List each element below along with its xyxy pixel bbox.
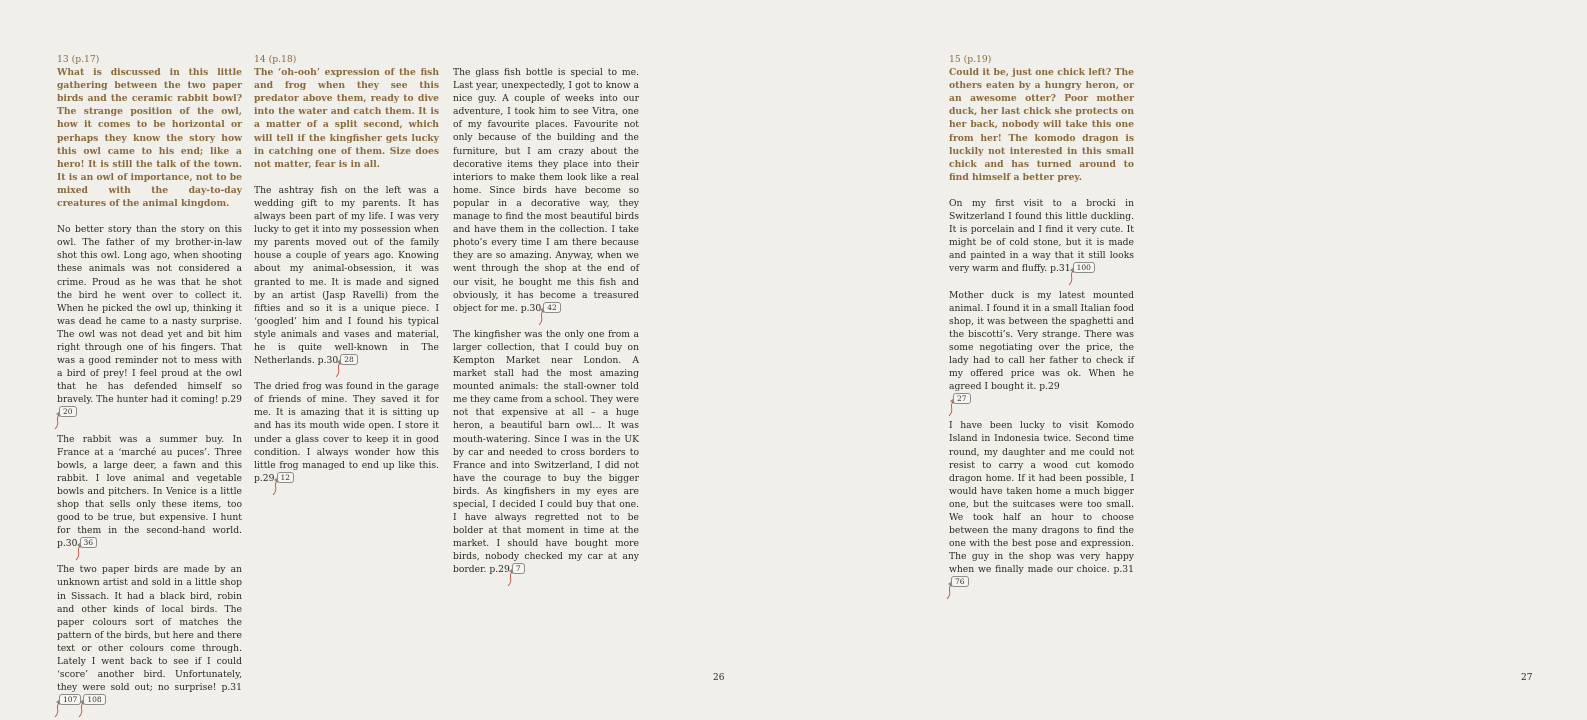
string-icon: [53, 703, 63, 717]
tag-number: 7: [515, 564, 521, 574]
page-number-right: 27: [1521, 673, 1533, 683]
section-intro: Could it be, just one chick left? The others eaten by a hungry heron, or an awesome otter? Poor mother duck, her last chick she protects on her back, nobody will take this one from her! The komodo dragon is luckily not interested in this small chick and has turned around to find himself a better prey.: [949, 67, 1134, 183]
paragraph-text: The dried frog was found in the garage of friends of mine. They saved it for me. It is amazing that it is sitting up and has its mouth wide open. I store it under a glass cover to keep it in good condition. I always wonder how this little frog managed to end up like this. p.29: [254, 381, 439, 484]
string-icon: [334, 363, 344, 377]
tag-number: 100: [1076, 263, 1091, 273]
section-intro: The ‘oh-ooh’ expression of the fish and frog when they see this predator above them, ready to dive into the water and catch them. It is a matter of a split second, which will tell if the kingfisher gets lucky in catching one of them. Size does not matter, fear is in all.: [254, 67, 439, 170]
tag-number: 20: [63, 407, 73, 417]
item-tag: [83, 694, 105, 705]
paragraph-text: On my first visit to a brocki in Switzerland I found this little duckling. It is porcelain and I find it very cute. It might be of cold stone, but it is made and painted in a way that it still looks very warm and fluffy. p.31: [949, 197, 1134, 275]
section-header: 13 (p.17): [57, 54, 100, 65]
string-icon: [947, 402, 957, 416]
paragraph: [254, 184, 439, 367]
section-header: 14 (p.18): [254, 54, 297, 65]
item-tag: [543, 302, 561, 313]
paragraph: [949, 419, 1134, 589]
item-tag: [512, 563, 525, 574]
paragraph-text: The kingfisher was the only one from a larger collection, that I could buy on Kempton Market near London. A market stall had the most amazing mounted animals: the stall-owner told me they came from a school. They were not that expensive at all – a huge heron, a beautiful barn owl… It was mouth-watering. Since I was in the UK by car and needed to cross borders to France and into Switzerland, I did not have the courage to buy the bigger birds. As kingfishers in my eyes are special, I decided I could buy that one. I have always regretted not to be bolder at that moment in time at the market. I should have bought more birds, nobody checked my car at any border. p.29: [453, 328, 639, 576]
page-number-left: 26: [713, 673, 725, 683]
string-icon: [506, 572, 516, 586]
paragraph-text: No better story than the story on this owl. The father of my brother-in-law shot this owl. Long ago, when shooting these animals was not considered a crime. Proud as he was that he shot the bird he went over to collect it. When he picked the owl up, thinking it was dead he came to a nasty surprise. The owl was not dead yet and bit him right through one of his fingers. That was a good reminder not to mess with a bird of prey! I feel proud at the owl that he has defended himself so bravely. The hunter had it coming! p.29: [57, 224, 242, 406]
string-icon: [74, 546, 84, 560]
column-15: [949, 53, 1134, 603]
column-14: [254, 53, 439, 498]
paragraph: [57, 223, 242, 419]
item-tag: [59, 406, 77, 417]
paragraph: [949, 289, 1134, 407]
paragraph-text: The two paper birds are made by an unknown artist and sold in a little shop in Sissach. It had a black bird, robin and other kinds of local birds. The paper colours sort of matches the pattern of the birds, but here and there text or other colours come through. Lately I went back to see if I could ‘score’ another bird. Unfortunately, they were sold out; no surprise! p.31: [57, 564, 242, 694]
paragraph-text: The glass fish bottle is special to me. Last year, unexpectedly, I got to know a nice guy. A couple of weeks into our adventure, I took him to see Vitra, one of my favourite places. Favourite not only because of the building and the furniture, but I am crazy about the decorative items they place into their interiors to make them look like a real home. Since birds have become so popular in a decorative way, they manage to find the most beautiful birds and have them in the collection. I take photo’s every time I am there because they are so amazing. Anyway, when we went through the shop at the end of our visit, he bought me this fish and obviously, it has become a treasured object for me. p.30: [453, 67, 639, 314]
string-icon: [77, 703, 87, 717]
column-14-continued: [453, 66, 639, 590]
paragraph-text: The rabbit was a summer buy. In France at a ‘marché au puces’. Three bowls, a large deer, a fawn and this rabbit. I love animal and vegetable bowls and pitchers. In Venice is a little shop that sells only these items, too good to be true, but expensive. I hunt for them in the second-hand world. p.30: [57, 433, 242, 550]
paragraph: [57, 433, 242, 551]
tag-number: 108: [87, 695, 102, 705]
column-13: [57, 53, 242, 720]
paragraph: [453, 328, 639, 577]
string-icon: [53, 415, 63, 429]
tag-number: 76: [955, 577, 965, 587]
tag-number: 107: [63, 695, 78, 705]
item-tag: [951, 576, 969, 587]
item-tag: [340, 354, 358, 365]
string-icon: [537, 311, 547, 325]
paragraph: [453, 66, 639, 315]
paragraph: [254, 380, 439, 485]
item-tag: [953, 393, 971, 404]
tag-number: 42: [547, 302, 557, 312]
tag-number: 12: [280, 472, 291, 482]
section-header: 15 (p.19): [949, 54, 992, 65]
section-intro: What is discussed in this little gathering between the two paper birds and the ceramic rabbit bowl? The strange position of the owl, how it comes to be horizontal or perhaps they know the story how this owl came to his end; like a hero! It is still the talk of the town. It is an owl of importance, not to be mixed with the day-to-day creatures of the animal kingdom.: [57, 67, 242, 210]
string-icon: [945, 585, 955, 599]
item-tag: [80, 537, 98, 548]
tag-number: 27: [957, 394, 967, 404]
item-tag: [1073, 262, 1095, 273]
string-icon: [271, 481, 281, 495]
paragraph: [949, 197, 1134, 276]
tag-number: 28: [344, 355, 354, 365]
paragraph-text: The ashtray fish on the left was a wedding gift to my parents. It has always been part of my life. I was very lucky to get it into my possession when my parents moved out of the family house a couple of years ago. Knowing about my animal-obsession, it was granted to me. It is made and signed by an artist (Jasp Ravelli) from the fifties and so it is a unique piece. I ‘googled’ him and I found his typical style animals and vases and material, he is quite well-known in The Netherlands. p.30: [254, 184, 439, 367]
paragraph: [57, 563, 242, 707]
tag-number: 36: [83, 538, 94, 548]
string-icon: [1067, 271, 1077, 285]
paragraph-text: I have been lucky to visit Komodo Island in Indonesia twice. Second time round, my daughter and me could not resist to carry a wood cut komodo dragon home. If it had been possible, I would have taken home a much bigger one, but the suitcases were too small. We took half an hour to choose between the many dragons to find the one with the best pose and expression. The guy in the shop was very happy when we finally made our choice. p.31: [949, 420, 1134, 576]
paragraph-text: Mother duck is my latest mounted animal. I found it in a small Italian food shop, it was between the spaghetti and the biscotti’s. Very strange. There was some negotiating over the price, the lady had to call her father to check if my offered price was ok. When he agreed I bought it. p.29: [949, 289, 1134, 393]
item-tag: [277, 472, 295, 483]
